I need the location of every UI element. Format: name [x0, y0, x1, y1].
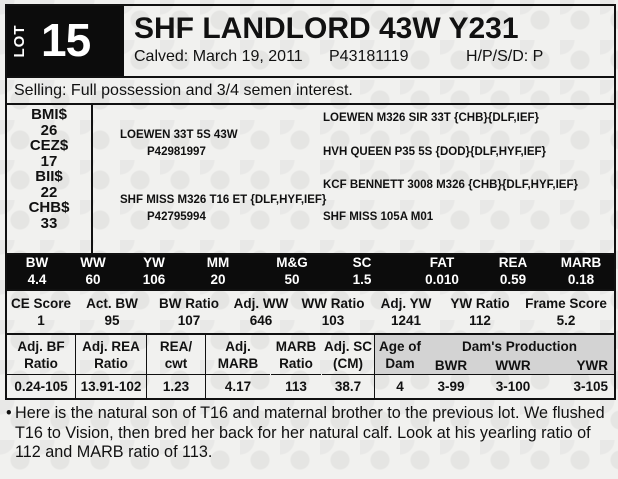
epd-yw — [121, 255, 187, 288]
epd-label: MM — [206, 255, 230, 270]
perf-value: 95 — [104, 313, 120, 328]
perf-label: CE Score — [10, 296, 72, 311]
perf-act-bw — [77, 295, 147, 329]
lot-number-box — [7, 6, 124, 76]
perf-ce-score — [7, 295, 75, 329]
epd-value: 50 — [284, 271, 300, 287]
index-value: 22 — [40, 183, 58, 201]
dam-ywr-header — [549, 355, 614, 375]
lot-header — [7, 6, 614, 78]
hpsd-status: H/P/S/D: P — [466, 48, 544, 65]
ratio-header-line: YWR — [576, 358, 608, 373]
epd-value: 20 — [210, 271, 226, 287]
animal-name: SHF LANDLORD 43W Y231 — [134, 12, 519, 45]
epd-sc — [331, 255, 393, 288]
index-label: BII$ — [35, 168, 63, 185]
epd-value: 4.4 — [27, 271, 47, 287]
ratio-header — [322, 335, 374, 375]
perf-value: 1241 — [390, 313, 422, 328]
epd-value: 0.18 — [567, 271, 595, 287]
perf-ww-ratio — [297, 295, 369, 329]
ratio-value: 4.17 — [224, 379, 252, 394]
ratio-value: 113 — [285, 379, 307, 394]
epd-value: 60 — [85, 271, 101, 287]
index-label: CHB$ — [28, 199, 70, 216]
ratio-table — [7, 335, 614, 398]
registration-number: P43181119 — [329, 48, 409, 65]
epd-bar — [7, 255, 614, 291]
perf-bw-ratio — [153, 295, 225, 329]
index-value: 26 — [40, 121, 58, 139]
dam-sire: KCF BENNETT 3008 M326 {CHB}{DLF,HYF,IEF} — [323, 179, 578, 191]
perf-label: WW Ratio — [301, 296, 365, 311]
ratio-header — [206, 335, 270, 375]
age-of-dam-header — [375, 335, 425, 375]
ratio-header — [271, 335, 321, 375]
dam-bwr-value: 3-99 — [437, 379, 465, 394]
sire: LOEWEN 33T 5S 43W — [120, 129, 238, 141]
selling-terms: Selling: Full possession and 3/4 semen interest. — [7, 78, 614, 105]
perf-adj-yw — [373, 295, 439, 329]
epd-ww — [65, 255, 121, 288]
epd-value: 0.010 — [425, 271, 459, 287]
ratio-header-line: Adj. BF — [17, 339, 65, 354]
epd-mg — [259, 255, 325, 288]
ratio-header-line: Ratio — [24, 356, 58, 371]
ratio-header-line: Adj. REA — [82, 339, 140, 354]
perf-label: BW Ratio — [159, 296, 219, 311]
ratio-header-line: BWR — [434, 358, 468, 373]
ratio-header-line: REA/ — [159, 339, 193, 354]
ratio-header-line: Adj. SC — [323, 339, 372, 354]
dam-registration: P42795994 — [147, 211, 206, 223]
epd-fat — [407, 255, 477, 288]
epd-label: REA — [498, 255, 528, 270]
sire-dam: HVH QUEEN P35 5S {DOD}{DLF,HYF,IEF} — [323, 146, 547, 158]
ratio-header — [76, 335, 146, 375]
perf-value: 103 — [321, 313, 345, 328]
age-of-dam-value: 4 — [396, 379, 404, 394]
lot-comment — [6, 404, 612, 463]
index-label: CEZ$ — [29, 137, 69, 154]
lot-label: LOT — [11, 24, 28, 58]
epd-label: BW — [25, 255, 49, 270]
perf-label: YW Ratio — [450, 296, 510, 311]
epd-value: 1.5 — [352, 271, 372, 287]
perf-value: 107 — [177, 313, 201, 328]
dam-wwr-header — [477, 355, 549, 375]
perf-label: Adj. YW — [380, 296, 432, 311]
lot-number: 15 — [41, 14, 91, 66]
ratio-value: 13.91-102 — [80, 379, 142, 394]
dams-production-title-text: Dam's Production — [462, 339, 577, 354]
ratio-value: 1.23 — [162, 379, 190, 394]
dam-wwr-value: 3-100 — [495, 379, 531, 394]
dam: SHF MISS M326 T16 ET {DLF,HYF,IEF} — [120, 194, 327, 206]
ratio-header-line: WWR — [495, 358, 531, 373]
perf-value: 5.2 — [556, 313, 576, 328]
epd-rea — [483, 255, 543, 288]
ratio-header — [7, 335, 75, 375]
ratio-value: 0.24-105 — [14, 379, 68, 394]
ratio-header-line: Adj. MARB — [217, 339, 259, 371]
sire-sire: LOEWEN M326 SIR 33T {CHB}{DLF,IEF} — [323, 112, 539, 124]
epd-label: FAT — [429, 255, 455, 270]
calving-date: Calved: March 19, 2011 — [134, 48, 303, 65]
index-label: BMI$ — [31, 106, 67, 123]
dam-dam: SHF MISS 105A M01 — [323, 211, 434, 223]
epd-value: 0.59 — [499, 271, 527, 287]
lot-card — [5, 4, 616, 400]
perf-frame-score — [521, 295, 611, 329]
ratio-header-line: Ratio — [94, 356, 128, 371]
index-value: 17 — [40, 152, 58, 170]
epd-label: M&G — [276, 255, 308, 270]
perf-value: 646 — [249, 313, 273, 328]
epd-bw — [9, 255, 65, 288]
epd-label: SC — [352, 255, 372, 270]
perf-yw-ratio — [443, 295, 517, 329]
pedigree-section — [7, 105, 614, 255]
ratio-header-line: Age of — [379, 339, 421, 354]
ratio-header — [147, 335, 205, 375]
ratio-value: 38.7 — [334, 379, 362, 394]
perf-adj-ww — [229, 295, 293, 329]
dam-bwr-header — [425, 355, 477, 375]
dam-ywr-value: 3-105 — [573, 379, 608, 394]
perf-label: Adj. WW — [233, 296, 289, 311]
epd-mm — [187, 255, 249, 288]
ratio-header-line: Dam — [385, 356, 415, 371]
comment-text: Here is the natural son of T16 and maternal brother to the previous lot. We flushed T16 to Vision, then bred her back for her natural calf. Look at his yearling ratio of 112 and MARB ratio of 113. — [15, 404, 605, 461]
ratio-header-line: MARB — [275, 339, 317, 354]
sire-registration: P42981997 — [147, 146, 206, 158]
perf-label: Frame Score — [525, 296, 607, 311]
epd-label: WW — [80, 255, 106, 270]
bullet: • — [6, 404, 12, 422]
perf-value: 1 — [37, 313, 45, 328]
epd-label: MARB — [560, 255, 602, 270]
epd-marb — [551, 255, 611, 288]
index-values — [7, 105, 93, 253]
perf-value: 112 — [469, 313, 491, 328]
index-value: 33 — [40, 214, 58, 232]
ratio-header-line: cwt — [164, 356, 188, 371]
performance-row — [7, 291, 614, 335]
ratio-header-line: Ratio — [279, 356, 313, 371]
ratio-header-line: (CM) — [333, 356, 363, 371]
epd-value: 106 — [142, 271, 166, 287]
perf-label: Act. BW — [86, 296, 138, 311]
epd-label: YW — [143, 255, 165, 270]
dams-production-title — [425, 335, 614, 355]
